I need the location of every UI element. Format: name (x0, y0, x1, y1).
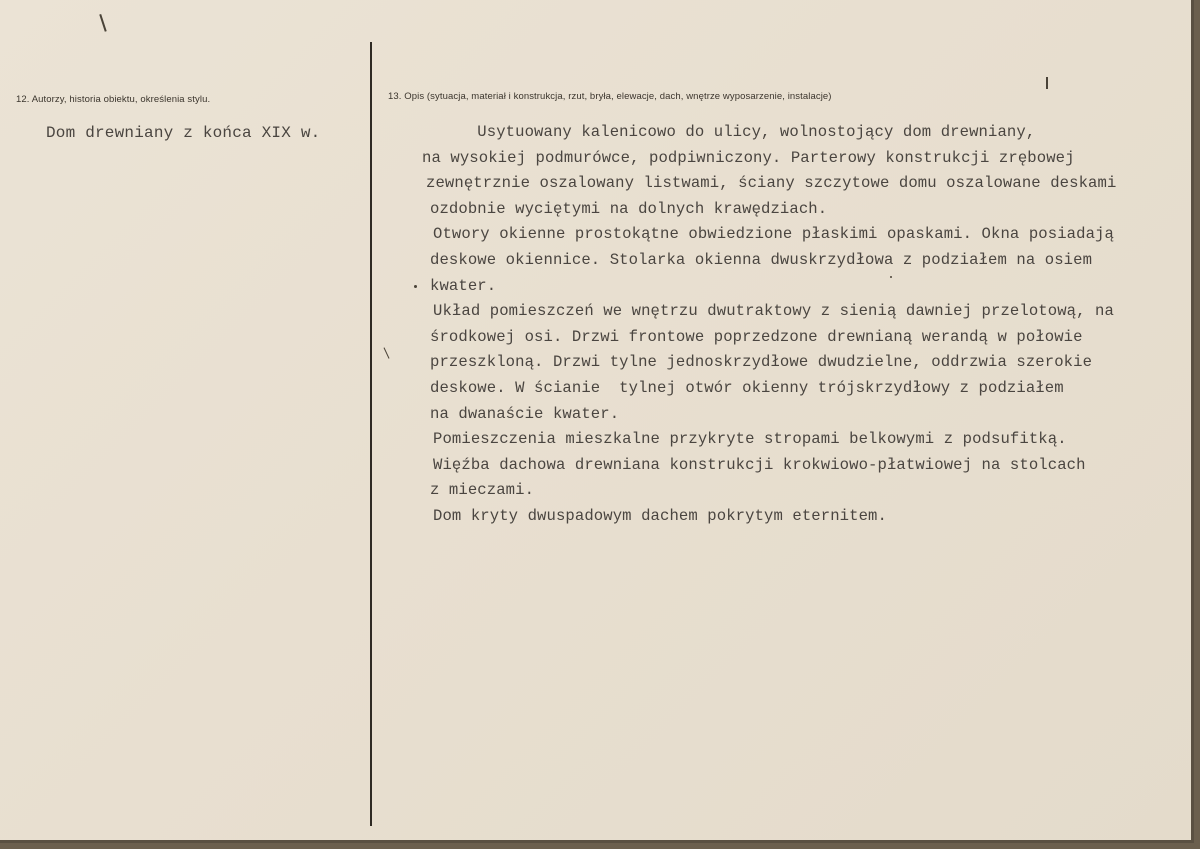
column-divider (370, 42, 372, 826)
description-line: Więźba dachowa drewniana konstrukcji krokwiowo-płatwiowej na stolcach (433, 455, 1086, 474)
description-line: deskowe okiennice. Stolarka okienna dwuskrzydłowa z podziałem na osiem (430, 250, 1093, 269)
description-line: kwater. (430, 276, 497, 295)
description-line: przeszkloną. Drzwi tylne jednoskrzydłowe dwudzielne, oddrzwia szerokie (430, 353, 1093, 372)
description-line: z mieczami. (430, 481, 535, 500)
description-line: na dwanaście kwater. (430, 404, 620, 423)
description-line: Układ pomieszczeń we wnętrzu dwutraktowy z sienią dawniej przelotową, na (433, 302, 1114, 321)
description-line: na wysokiej podmurówce, podpiwniczony. Parterowy konstrukcji zrębowej (422, 148, 1075, 167)
pencil-mark (384, 347, 390, 358)
description-line: Dom kryty dwuspadowym dachem pokrytym eternitem. (433, 506, 887, 525)
section-13-description (422, 120, 1190, 530)
description-line: Pomieszczenia mieszkalne przykryte stropami belkowymi z podsufitką. (433, 430, 1067, 449)
description-line: ozdobnie wyciętymi na dolnych krawędziach. (430, 199, 828, 218)
description-line: deskowe. W ścianie tylnej otwór okienny trójskrzydłowy z podziałem (430, 378, 1064, 397)
description-line: Otwory okienne prostokątne obwiedzione płaskimi opaskami. Okna posiadają (433, 225, 1114, 244)
section-12-text: Dom drewniany z końca XIX w. (46, 124, 321, 142)
pencil-mark (99, 14, 106, 32)
description-line: zewnętrznie oszalowany listwami, ściany szczytowe domu oszalowane deskami (426, 174, 1117, 193)
description-line: środkowej osi. Drzwi frontowe poprzedzone drewnianą werandą w połowie (430, 327, 1083, 346)
section-12-label: 12. Autorzy, historia obiektu, określenia stylu. (16, 94, 211, 105)
description-line: Usytuowany kalenicowo do ulicy, wolnostojący dom drewniany, (430, 123, 1036, 141)
pencil-mark (1046, 77, 1048, 89)
ink-speck (414, 285, 417, 288)
section-13-label: 13. Opis (sytuacja, materiał i konstrukcja, rzut, bryła, elewacje, dach, wnętrze wyposarzenie, instalacje) (388, 91, 832, 102)
